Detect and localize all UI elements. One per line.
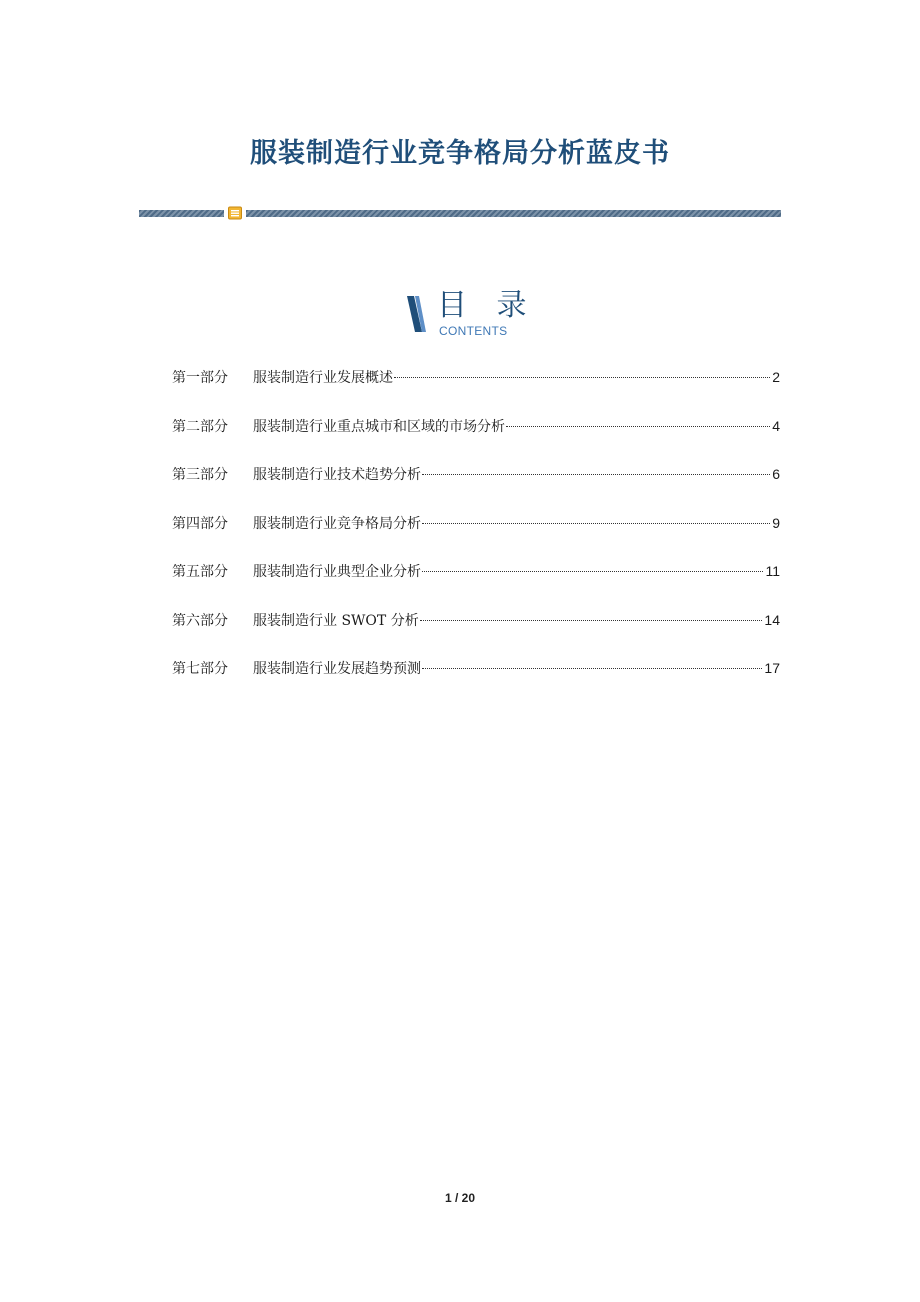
toc-entry[interactable] bbox=[172, 657, 780, 706]
toc-page-number[interactable]: 4 bbox=[772, 417, 780, 434]
toc-part-label: 第五部分 bbox=[172, 564, 228, 580]
toc-entry[interactable] bbox=[172, 560, 780, 609]
toc-entry[interactable] bbox=[172, 512, 780, 561]
toc-entry[interactable] bbox=[172, 609, 780, 658]
table-of-contents bbox=[172, 366, 780, 706]
toc-entry-title[interactable]: 服装制造行业典型企业分析 bbox=[253, 564, 421, 580]
document-emblem-icon bbox=[228, 206, 242, 220]
toc-page-number[interactable]: 14 bbox=[764, 611, 780, 628]
contents-logo-icon bbox=[405, 294, 427, 334]
toc-dot-leader bbox=[506, 426, 770, 427]
toc-dot-leader bbox=[422, 668, 762, 669]
toc-part-label: 第二部分 bbox=[172, 418, 228, 435]
document-title: 服装制造行业竞争格局分析蓝皮书 bbox=[250, 138, 670, 170]
contents-subtitle: CONTENTS bbox=[439, 324, 508, 338]
contents-title: 目 录 bbox=[437, 288, 537, 323]
toc-entry-title[interactable]: 服装制造行业重点城市和区域的市场分析 bbox=[253, 418, 505, 435]
toc-dot-leader bbox=[422, 571, 763, 572]
toc-dot-leader bbox=[422, 474, 770, 475]
toc-entry[interactable] bbox=[172, 415, 780, 464]
divider-bar-left bbox=[139, 210, 224, 217]
toc-part-label: 第七部分 bbox=[172, 661, 228, 677]
toc-page-number[interactable]: 2 bbox=[772, 369, 780, 385]
toc-part-label: 第一部分 bbox=[172, 370, 228, 386]
contents-heading bbox=[405, 288, 537, 340]
title-divider bbox=[139, 206, 781, 220]
toc-entry[interactable] bbox=[172, 463, 780, 512]
toc-dot-leader bbox=[422, 523, 770, 524]
toc-entry-title[interactable]: 服装制造行业竞争格局分析 bbox=[253, 515, 421, 532]
toc-page-number[interactable]: 11 bbox=[765, 563, 780, 579]
toc-entry-title[interactable]: 服装制造行业发展概述 bbox=[253, 370, 393, 386]
toc-page-number[interactable]: 17 bbox=[764, 660, 780, 676]
toc-entry-title[interactable]: 服装制造行业 SWOT 分析 bbox=[253, 612, 419, 629]
toc-entry-title[interactable]: 服装制造行业技术趋势分析 bbox=[253, 467, 421, 483]
divider-bar-right bbox=[246, 210, 781, 217]
toc-dot-leader bbox=[394, 377, 770, 378]
toc-part-label: 第六部分 bbox=[172, 612, 228, 629]
page-number: 1 / 20 bbox=[444, 1191, 476, 1205]
toc-entry[interactable] bbox=[172, 366, 780, 415]
toc-part-label: 第四部分 bbox=[172, 515, 228, 532]
toc-part-label: 第三部分 bbox=[172, 467, 228, 483]
toc-dot-leader bbox=[420, 620, 763, 621]
toc-page-number[interactable]: 6 bbox=[772, 466, 780, 482]
toc-page-number[interactable]: 9 bbox=[772, 514, 780, 531]
toc-entry-title[interactable]: 服装制造行业发展趋势预测 bbox=[253, 661, 421, 677]
